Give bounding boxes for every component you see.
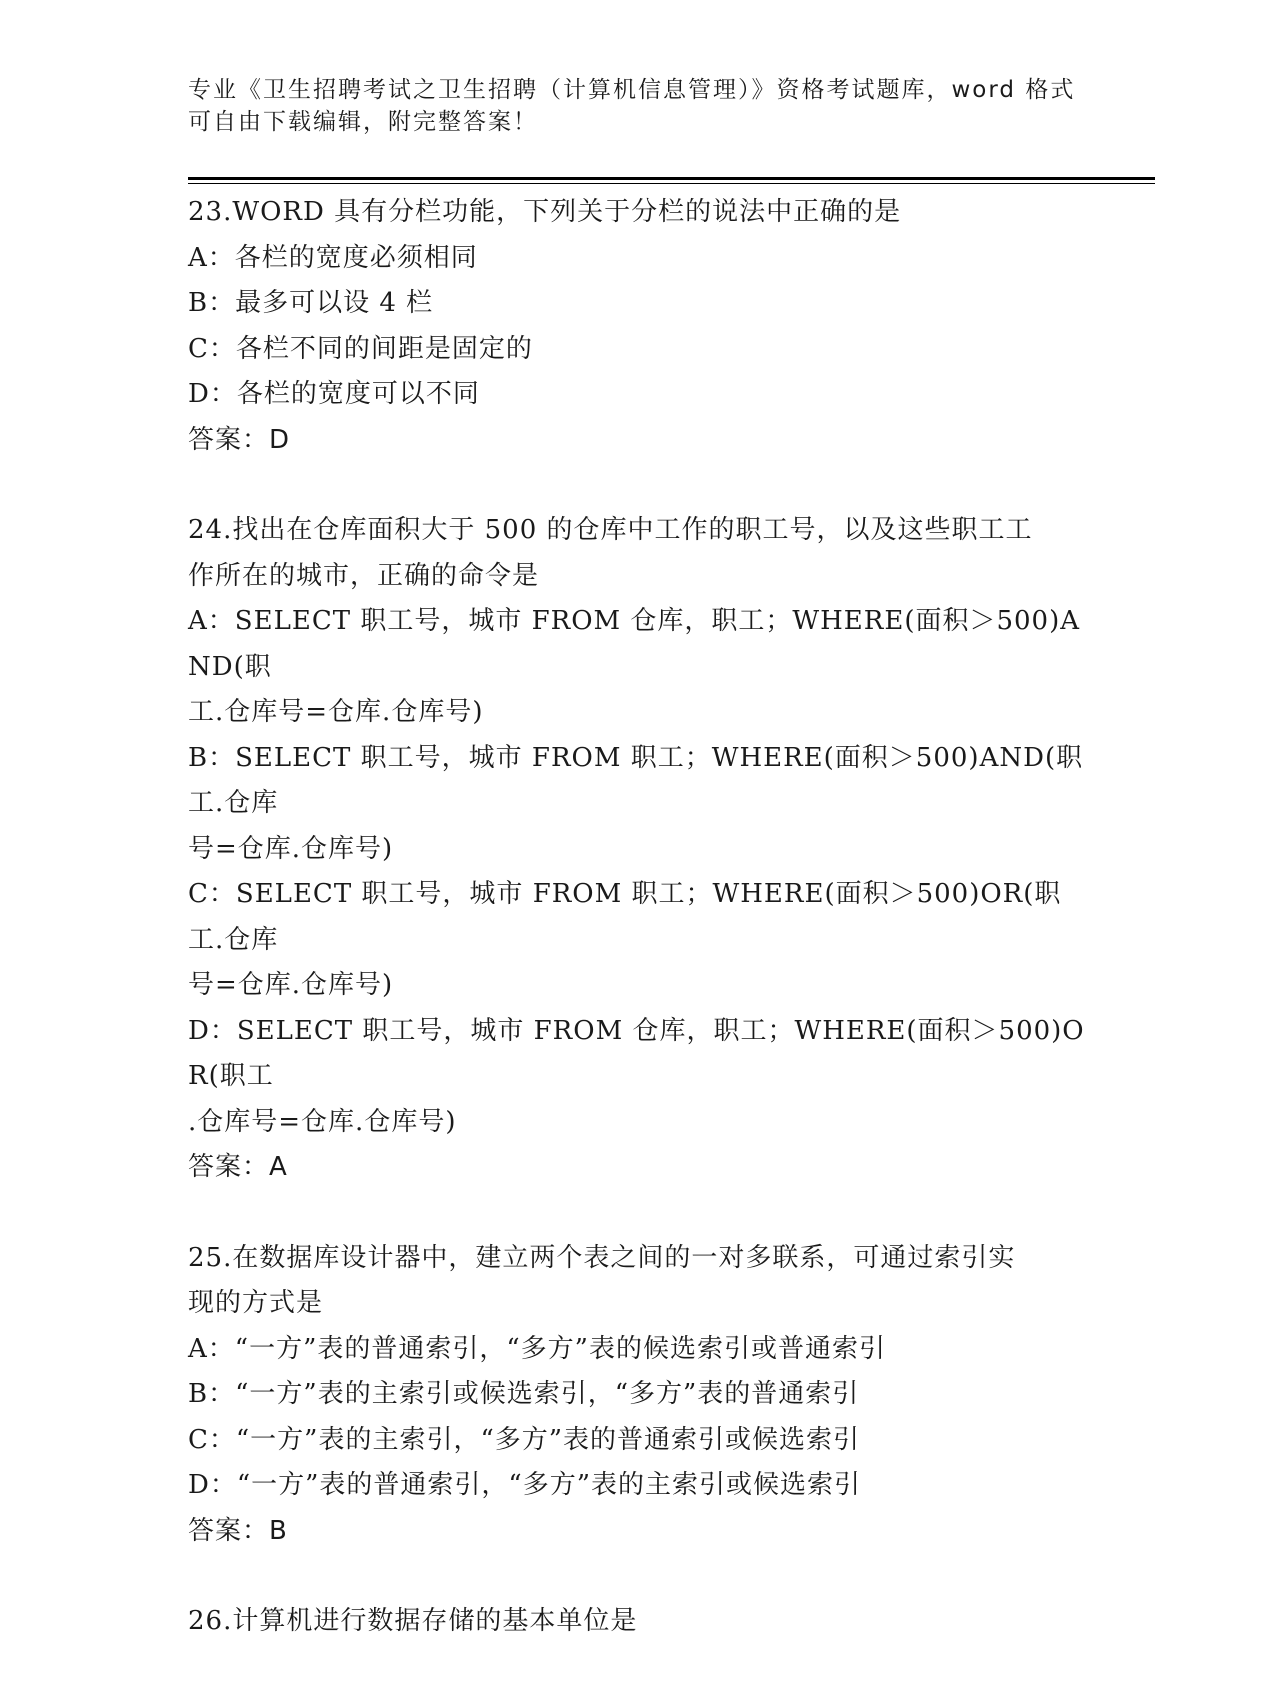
question-stem: 24.找出在仓库面积大于 500 的仓库中工作的职工号，以及这些职工工 xyxy=(188,515,1033,545)
option-b: B：最多可以设 4 栏 xyxy=(188,288,434,318)
question-26 xyxy=(188,1599,1088,1645)
question-23 xyxy=(188,190,1088,463)
option-a: A：SELECT 职工号，城市 FROM 仓库，职工；WHERE(面积＞500)AND(职 xyxy=(188,606,1081,682)
header-divider-thin xyxy=(188,183,1155,184)
option-c: C：“一方”表的主索引，“多方”表的普通索引或候选索引 xyxy=(188,1424,861,1455)
option-a-continued: 工.仓库号=仓库.仓库号) xyxy=(188,697,484,727)
header-line-1: 专业《卫生招聘考试之卫生招聘（计算机信息管理）》资格考试题库，word 格式 xyxy=(188,77,1076,103)
option-a: A：各栏的宽度必须相同 xyxy=(188,242,478,273)
question-list xyxy=(188,190,1088,1690)
option-d: D：“一方”表的普通索引，“多方”表的主索引或候选索引 xyxy=(188,1470,862,1500)
option-b: B：“一方”表的主索引或候选索引，“多方”表的普通索引 xyxy=(188,1379,860,1409)
option-b: B：SELECT 职工号，城市 FROM 职工；WHERE(面积＞500)AND(职工.仓库 xyxy=(188,742,1084,818)
question-stem: 23.WORD 具有分栏功能，下列关于分栏的说法中正确的是 xyxy=(188,197,902,227)
question-stem: 26.计算机进行数据存储的基本单位是 xyxy=(188,1606,638,1636)
option-c: C：SELECT 职工号，城市 FROM 职工；WHERE(面积＞500)OR(职工.仓库 xyxy=(188,879,1062,955)
header-line-2: 可自由下载编辑，附完整答案！ xyxy=(188,109,538,135)
question-stem-continued: 作所在的城市，正确的命令是 xyxy=(188,560,540,591)
header-divider-thick xyxy=(188,177,1155,180)
option-c: C：各栏不同的间距是固定的 xyxy=(188,333,533,364)
option-d-continued: .仓库号=仓库.仓库号) xyxy=(188,1106,457,1137)
question-stem-continued: 现的方式是 xyxy=(188,1288,324,1318)
option-a: A：“一方”表的普通索引，“多方”表的候选索引或普通索引 xyxy=(188,1333,886,1364)
document-header xyxy=(188,74,1088,138)
option-d: D：各栏的宽度可以不同 xyxy=(188,379,480,409)
option-c-continued: 号=仓库.仓库号) xyxy=(188,970,394,1000)
answer-line: 答案：A xyxy=(188,1152,288,1182)
answer-line: 答案：D xyxy=(188,424,291,455)
question-25 xyxy=(188,1236,1088,1555)
option-b-continued: 号=仓库.仓库号) xyxy=(188,833,394,864)
option-d: D：SELECT 职工号，城市 FROM 仓库，职工；WHERE(面积＞500)OR(职工 xyxy=(188,1015,1085,1091)
question-24 xyxy=(188,508,1088,1191)
answer-line: 答案：B xyxy=(188,1515,288,1546)
question-stem: 25.在数据库设计器中，建立两个表之间的一对多联系，可通过索引实 xyxy=(188,1242,1016,1273)
